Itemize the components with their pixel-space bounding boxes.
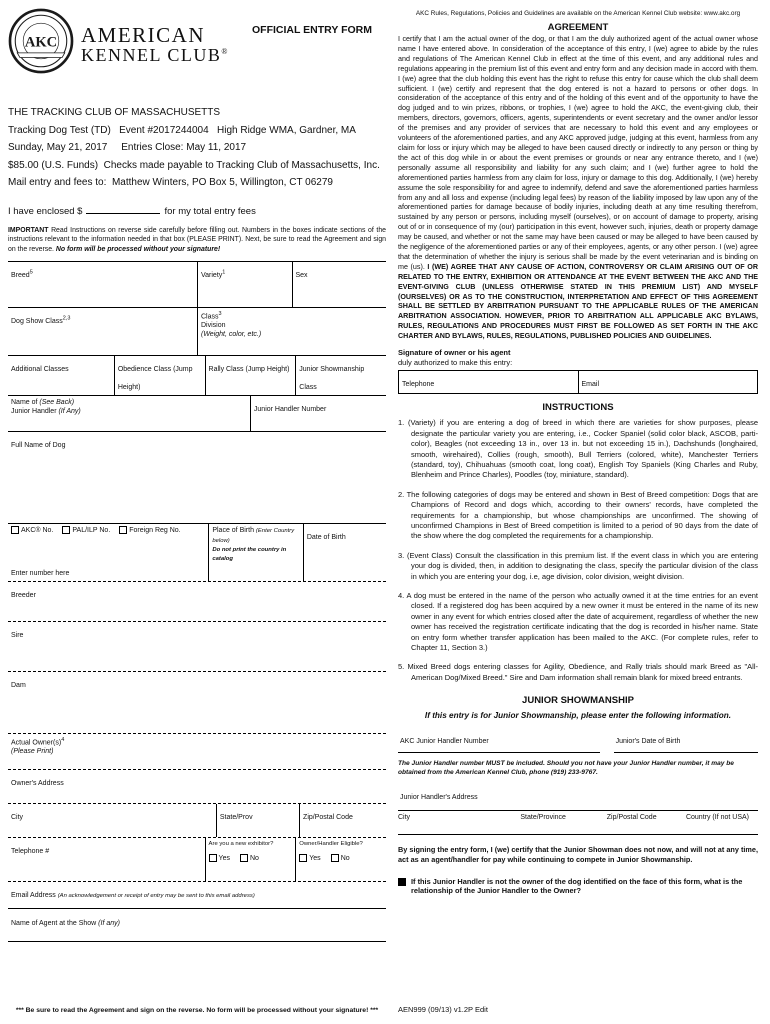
actual-owners-field[interactable] bbox=[8, 734, 386, 770]
instruction-item-1: 1. (Variety) if you are entering a dog of breed in which there are varieties for show purposes, please designate the particular variety you are entering, i.e., Cocker Spaniel (solid color black, ASCOB, parti-color), Beagles (not exceeding 13 in., over 13 in. but not exceeding 15 in.), Dachshunds (longhaired, smooth, wirehaired), Collies (rough, smooth), Bull Terriers (colored, white), Manchester Terriers (standard, toy), Chihuahuas (smooth coat, long coat), English Toy Spaniels (King Charles and Ruby, Blenheim and Prince Charles), Poodles (toy, miniature, standard). bbox=[398, 418, 758, 480]
registration-type-options bbox=[11, 526, 205, 535]
junior-handler-number-label: Junior Handler Number bbox=[253, 405, 327, 413]
place-of-birth-field[interactable] bbox=[208, 524, 303, 581]
breeder-label: Breeder bbox=[11, 591, 36, 599]
sire-label: Sire bbox=[11, 631, 24, 639]
zip-field[interactable] bbox=[299, 804, 386, 837]
email-address-label: Email Address bbox=[11, 891, 58, 899]
full-name-of-dog-field[interactable] bbox=[8, 432, 386, 523]
foreign-reg-option bbox=[119, 526, 180, 535]
junior-handler-number-label: AKC Junior Handler Number bbox=[400, 738, 489, 746]
variety-label: Variety$^1$ bbox=[201, 269, 226, 279]
instruction-item-4: 4. A dog must be entered in the name of the person who actually owned it at the time entries for an event closed. If a registered dog has been acquired by a new owner it must be entered in the name of its new owner in any event for which entries closed after the date of acquirement, regardless of whether the new owner has received the registration certificate indicating that the dog is recorded in his/her name. State on entry form whether transfer application has been mailed to the AKC. (For complete rules, refer to Chapter 11, Section 3.) bbox=[398, 590, 758, 652]
instruction-item-3: 3. (Event Class) Consult the classification in this premium list. If the event class in which you are entering your dog is divided, then, in addition to designating the class, specify the particular division of the class in which you are entering your dog, i.e, age division, color division, weight division. bbox=[398, 550, 758, 581]
wordmark-line2: KENNEL CLUB® bbox=[81, 45, 229, 66]
important-note: IMPORTANT Read Instructions on reverse side carefully before filling out. Numbers in the boxes indicate sections of the instructions relevant to the information needed in that box (PLEASE PRINT). Next, be sure to read the Agreement and sign on the reverse. No form will be processed without your signature! bbox=[8, 226, 386, 254]
sire-field[interactable] bbox=[8, 622, 386, 672]
no-label: No bbox=[340, 854, 350, 862]
junior-city-label[interactable]: City bbox=[398, 814, 411, 822]
enclosed-amount-field[interactable] bbox=[86, 204, 160, 214]
pal-ilp-checkbox[interactable] bbox=[62, 526, 70, 534]
new-exhibitor-label: Are you a new exhibitor? bbox=[208, 840, 274, 847]
row-dog-name bbox=[8, 432, 386, 524]
agreement-body: I certify that I am the actual owner of the dog, or that I am the duly authorized agent of the actual owner whose name I have entered above. In consideration of the acceptance of this entry, I (we) agree to abide by the rules and regulations of The American Kennel Club in effect at the time of this event, and any additional rules and regulations appearing in the premium list of this event and entry form and any decision made in accord with them. I (we) agree that the club holding this event has the right to refuse this entry for cause which the club shall deem sufficient. I (we) certify and represent that the dog entered is not a hazard to persons or other dogs. In consideration of the acceptance of this entry and of the holding of this event and of the opportunity to have the dog judged and to win prizes, ribbons, or trophies, I (we) agree to hold the AKC, the event-giving club, their members, directors, governors, officers, agents, superintendents or event secretary and the owner and/or lessor of the premises and any provider of services that are necessary to hold this event and any employees or volunteers of the aforementioned parties, and any AKC approved judge, judging at this event, harmless from any claim for loss or injury which may be alleged to have been caused directly or indirectly to any person or thing by the act of this dog while in or about the event premises or grounds or near any entrance thereto, and I (we) personally assume all responsibility and liability for any such claim; and I (we) further agree to hold the aforementioned parties harmless from any claim for loss, injury or damage to this dog. Additionally, I (we) hereby assume the sole responsibility for and agree to indemnify, defend and save the aforementioned parties harmless from any and all loss and expense (including legal fees) by reason of the liability imposed by law upon any of the aforementioned parties for damage because of bodily injuries, including death at any time resulting therefrom, sustained by any person or persons, including myself (ourselves), or on account of damage to property, arising out of or in consequence of my (our) participation in this event, however such, injuries, death or property damage may be caused, and whether or not the same may have been caused or may be alleged to have been caused by the negligence of the aforementioned parties or any of their employees, agents, or any other person. I (we) agree that the determination of whether the injury is serious shall be made by the event veterinarian and is binding on me (us). I (WE) AGREE THAT ANY CAUSE OF ACTION, CONTROVERSY OR CLAIM ARISING OUT OF OR RELATED TO THE ENTRY, EXHIBITION OR ATTENDANCE AT THE EVENT BETWEEN THE AKC AND THE EVENT-GIVING CLUB (UNLESS OTHERWISE STATED IN THIS PREMIUM LIST) AND MYSELF (OURSELVES) OR AS TO THE CONSTRUCTION, INTERPRETATION AND EFFECT OF THIS AGREEMENT SHALL BE SETTLED BY ARBITRATION PURSUANT TO THE APPLICABLE RULES OF THE AMERICAN ARBITRATION ASSOCIATION. HOWEVER, PRIOR TO ARBITRATION ALL APPLICABLE AKC BYLAWS, RULES, REGULATIONS AND PROCEDURES MUST FIRST BE FOLLOWED AS SET FORTH IN THE AKC CHARTER AND BYLAWS, RULES, REGULATIONS, PUBLISHED POLICIES AND GUIDELINES. bbox=[398, 35, 758, 341]
owner-handler-question bbox=[295, 838, 386, 881]
row-junior-handler bbox=[8, 396, 386, 432]
breed-label: Breed$^5$ bbox=[11, 269, 33, 279]
city-label: City bbox=[11, 813, 24, 821]
signature-email-label: Email bbox=[581, 381, 600, 389]
instructions-title: INSTRUCTIONS bbox=[542, 402, 614, 414]
dog-show-class-field[interactable] bbox=[8, 308, 197, 355]
variety-field[interactable] bbox=[197, 262, 292, 307]
please-print-note: (Please Print) bbox=[11, 748, 54, 756]
class-label: Class$^3$ bbox=[201, 310, 222, 321]
breeder-field[interactable] bbox=[8, 582, 386, 622]
agent-note: (If any) bbox=[98, 919, 120, 927]
signature-line2: duly authorized to make this entry: bbox=[398, 357, 513, 367]
junior-showmanship-intro: If this entry is for Junior Showmanship, please enter the following information. bbox=[424, 711, 732, 721]
agreement-column bbox=[398, 8, 758, 1016]
junior-country-label[interactable]: Country (If not USA) bbox=[685, 814, 749, 822]
junior-showmanship-class-field[interactable] bbox=[295, 356, 386, 395]
date-of-birth-label: Date of Birth bbox=[306, 533, 346, 541]
division-note: (Weight, color, etc.) bbox=[201, 331, 262, 339]
akc-no-label: AKC® No. bbox=[21, 526, 54, 534]
no-label: No bbox=[249, 854, 259, 862]
foreign-reg-checkbox[interactable] bbox=[119, 526, 127, 534]
agent-label: Name of Agent at the Show bbox=[11, 919, 99, 927]
class-division-field[interactable] bbox=[197, 308, 386, 355]
signature-reminder: *** Be sure to read the Agreement and sign on the reverse. No form will be processed without your signature! *** bbox=[15, 1007, 379, 1014]
owner-handler-no-checkbox[interactable] bbox=[331, 854, 339, 862]
junior-number-note: The Junior Handler number MUST be included. Should you not have your Junior Handler number, it may be obtained from the American Kennel Club, phone (919) 233-9767. bbox=[398, 760, 734, 777]
event-line3: $85.00 (U.S. Funds) Checks made payable to Tracking Club of Massachusetts, Inc. bbox=[8, 159, 380, 171]
row-breed-variety-sex bbox=[8, 262, 386, 308]
pal-ilp-option bbox=[62, 526, 110, 535]
row-registration bbox=[8, 524, 386, 582]
junior-zip-label[interactable]: Zip/Postal Code bbox=[606, 814, 657, 822]
instruction-item-5: 5. Mixed Breed dogs entering classes for Agility, Obedience, and Rally trials should mark Breed as "All-American Dog/Mixed Breed." Sire and Dam information shall remain blank for mixed breed entrants. bbox=[398, 662, 758, 682]
city-field[interactable] bbox=[8, 804, 216, 837]
junior-state-label[interactable]: State/Province bbox=[520, 814, 566, 822]
registration-number-field[interactable] bbox=[8, 524, 208, 581]
email-address-field[interactable] bbox=[8, 882, 386, 908]
black-square-bullet-icon bbox=[398, 878, 406, 886]
signature-telephone-field[interactable] bbox=[399, 371, 578, 393]
enclosed-post: for my total entry fees bbox=[164, 205, 256, 217]
state-prov-field[interactable] bbox=[216, 804, 299, 837]
rally-class-field[interactable] bbox=[205, 356, 296, 395]
sex-label: Sex bbox=[295, 271, 308, 279]
additional-classes-field[interactable] bbox=[8, 356, 114, 395]
club-name: THE TRACKING CLUB OF MASSACHUSETTS bbox=[8, 107, 221, 118]
date-of-birth-field[interactable] bbox=[303, 524, 386, 581]
event-line4: Mail entry and fees to: Matthew Winters, PO Box 5, Willington, CT 06279 bbox=[8, 177, 333, 188]
owner-handler-yes-checkbox[interactable] bbox=[299, 854, 307, 862]
junior-handler-name-field[interactable]: Name of (See Back) Junior Handler (If Any) bbox=[8, 396, 250, 431]
akc-no-checkbox[interactable] bbox=[11, 526, 19, 534]
new-exhibitor-question bbox=[205, 838, 296, 881]
dam-field[interactable] bbox=[8, 672, 386, 734]
akc-logo-seal bbox=[8, 8, 74, 74]
header bbox=[8, 8, 386, 82]
telephone-field[interactable] bbox=[8, 838, 205, 881]
junior-relationship-question: If this Junior Handler is not the owner of the dog identified on the face of this form, what is the relationship of the Junior Handler to the Owner? bbox=[398, 877, 758, 897]
junior-city-row bbox=[398, 811, 758, 835]
place-of-birth-label: Place of Birth (Enter Country below) bbox=[212, 526, 295, 544]
enclosed-pre: I have enclosed $ bbox=[8, 205, 83, 217]
additional-classes-label: Additional Classes bbox=[11, 365, 69, 373]
yes-label: Yes bbox=[218, 854, 230, 862]
form-code: AEN999 (09/13) v1.2P Edit bbox=[398, 1005, 488, 1014]
junior-number-dob-row bbox=[398, 729, 758, 753]
agreement-title: AGREEMENT bbox=[547, 22, 609, 33]
event-line2: Sunday, May 21, 2017 Entries Close: May 11, 2017 bbox=[8, 142, 247, 153]
wordmark-line1: AMERICAN bbox=[81, 23, 206, 47]
junior-dob-input[interactable] bbox=[614, 729, 758, 753]
junior-showmanship-class-label: Junior Showmanship Class bbox=[299, 365, 365, 391]
zip-label: Zip/Postal Code bbox=[303, 813, 353, 821]
obedience-class-label: Obedience Class (Jump Height) bbox=[117, 365, 193, 391]
obedience-class-field[interactable] bbox=[114, 356, 205, 395]
breed-field[interactable] bbox=[8, 262, 197, 307]
junior-handler-number-field[interactable] bbox=[250, 396, 386, 431]
registered-mark: ® bbox=[221, 47, 229, 57]
akc-website-note: AKC Rules, Regulations, Policies and Guidelines are available on the American Kennel Club website: www.akc.org bbox=[415, 10, 741, 17]
yes-label: Yes bbox=[309, 854, 321, 862]
dog-show-class-label: Dog Show Class$^{2,3}$ bbox=[11, 315, 71, 325]
event-line1: Tracking Dog Test (TD) Event #2017244004 High Ridge WMA, Gardner, MA bbox=[8, 124, 356, 136]
form-title: OFFICIAL ENTRY FORM bbox=[252, 24, 372, 36]
form-column bbox=[8, 8, 386, 1016]
actual-owners-label: Actual $Owner(s)^4$ bbox=[11, 736, 65, 747]
junior-address-field[interactable] bbox=[398, 785, 758, 811]
row-show-class bbox=[8, 308, 386, 356]
instruction-item-2: 2. The following categories of dogs may be entered and shown in Best of Breed competition: Dogs that are Champions of Record and dogs which, according to their owners' records, have completed the requirements for a championship, but whose championships are unconfirmed. The showing of unconfirmed Champions in Best of Breed competition is limited to a period of 90 days from the date of the show where the dog completed the requirements for a championship. bbox=[398, 489, 758, 541]
junior-handler-number-input[interactable] bbox=[398, 729, 600, 753]
dam-label: Dam bbox=[11, 681, 26, 689]
owners-address-label: Owner's Address bbox=[11, 779, 64, 787]
telephone-label: Telephone # bbox=[11, 847, 50, 855]
email-address-note: (An acknowledgement or receipt of entry may be sent to this email address) bbox=[57, 892, 255, 899]
signature-email-field[interactable] bbox=[578, 371, 758, 393]
pal-ilp-label: PAL/ILP No. bbox=[72, 526, 111, 534]
row-classes bbox=[8, 356, 386, 396]
telephone-row bbox=[8, 838, 386, 882]
place-of-birth-warning: Do not print the country in catalog bbox=[212, 546, 287, 562]
akc-no-option bbox=[11, 526, 53, 535]
division-label: Division bbox=[201, 322, 226, 330]
enter-number-here-label: Enter number here bbox=[11, 569, 70, 577]
foreign-reg-label: Foreign Reg No. bbox=[129, 526, 181, 534]
city-state-zip-row bbox=[8, 804, 386, 838]
sex-field[interactable] bbox=[292, 262, 387, 307]
entry-fields-grid bbox=[8, 261, 386, 582]
junior-showmanship-title: JUNIOR SHOWMANSHIP bbox=[522, 695, 634, 707]
new-exhibitor-no-checkbox[interactable] bbox=[240, 854, 248, 862]
arbitration-clause: I (WE) AGREE THAT ANY CAUSE OF ACTION, CONTROVERSY OR CLAIM ARISING OUT OF OR RELATED TO THE ENTRY, EXHIBITION OR ATTENDANCE AT THE EVENT BETWEEN THE AKC AND THE EVENT-GIVING CLUB (UNLESS OTHERWISE STATED IN THIS PREMIUM LIST) AND MYSELF (OURSELVES) OR AS TO THE CONSTRUCTION, INTERPRETATION AND EFFECT OF THIS AGREEMENT SHALL BE SETTLED BY ARBITRATION PURSUANT TO THE APPLICABLE RULES OF THE AMERICAN ARBITRATION ASSOCIATION. HOWEVER, PRIOR TO ARBITRATION ALL APPLICABLE AKC BYLAWS, RULES, REGULATIONS AND PROCEDURES MUST FIRST BE FOLLOWED AS SET FORTH IN THE AKC CHARTER AND BYLAWS, RULES, REGULATIONS, PUBLISHED POLICIES AND GUIDELINES. bbox=[398, 262, 758, 341]
svg-text:AKC: AKC bbox=[24, 34, 58, 51]
agent-field[interactable] bbox=[8, 908, 386, 942]
enclosed-fees-line bbox=[8, 204, 386, 217]
signature-contact-row bbox=[398, 370, 758, 394]
new-exhibitor-yes-checkbox[interactable] bbox=[209, 854, 217, 862]
akc-wordmark bbox=[81, 24, 229, 65]
junior-handler-name-label: Name of (See Back) bbox=[11, 398, 75, 406]
full-name-of-dog-label: Full Name of Dog bbox=[11, 441, 66, 449]
state-prov-label: State/Prov bbox=[219, 813, 253, 821]
owner-handler-label: Owner/Handler Eligible? bbox=[299, 840, 363, 847]
owners-address-field[interactable] bbox=[8, 770, 386, 804]
event-info bbox=[8, 104, 386, 192]
junior-address-label: Junior Handler's Address bbox=[400, 794, 478, 802]
junior-certify-text: By signing the entry form, I (we) certify that the Junior Showman does not now, and will not at any time, act as an agent/handler for pay while continuing to compete in Junior Showmanship. bbox=[398, 845, 758, 864]
signature-section: Signature of owner or his agent duly authorized to make this entry: bbox=[398, 348, 758, 367]
rally-class-label: Rally Class (Jump Height) bbox=[208, 365, 290, 373]
junior-dob-label: Junior's Date of Birth bbox=[615, 738, 681, 746]
signature-telephone-label: Telephone bbox=[402, 381, 435, 389]
